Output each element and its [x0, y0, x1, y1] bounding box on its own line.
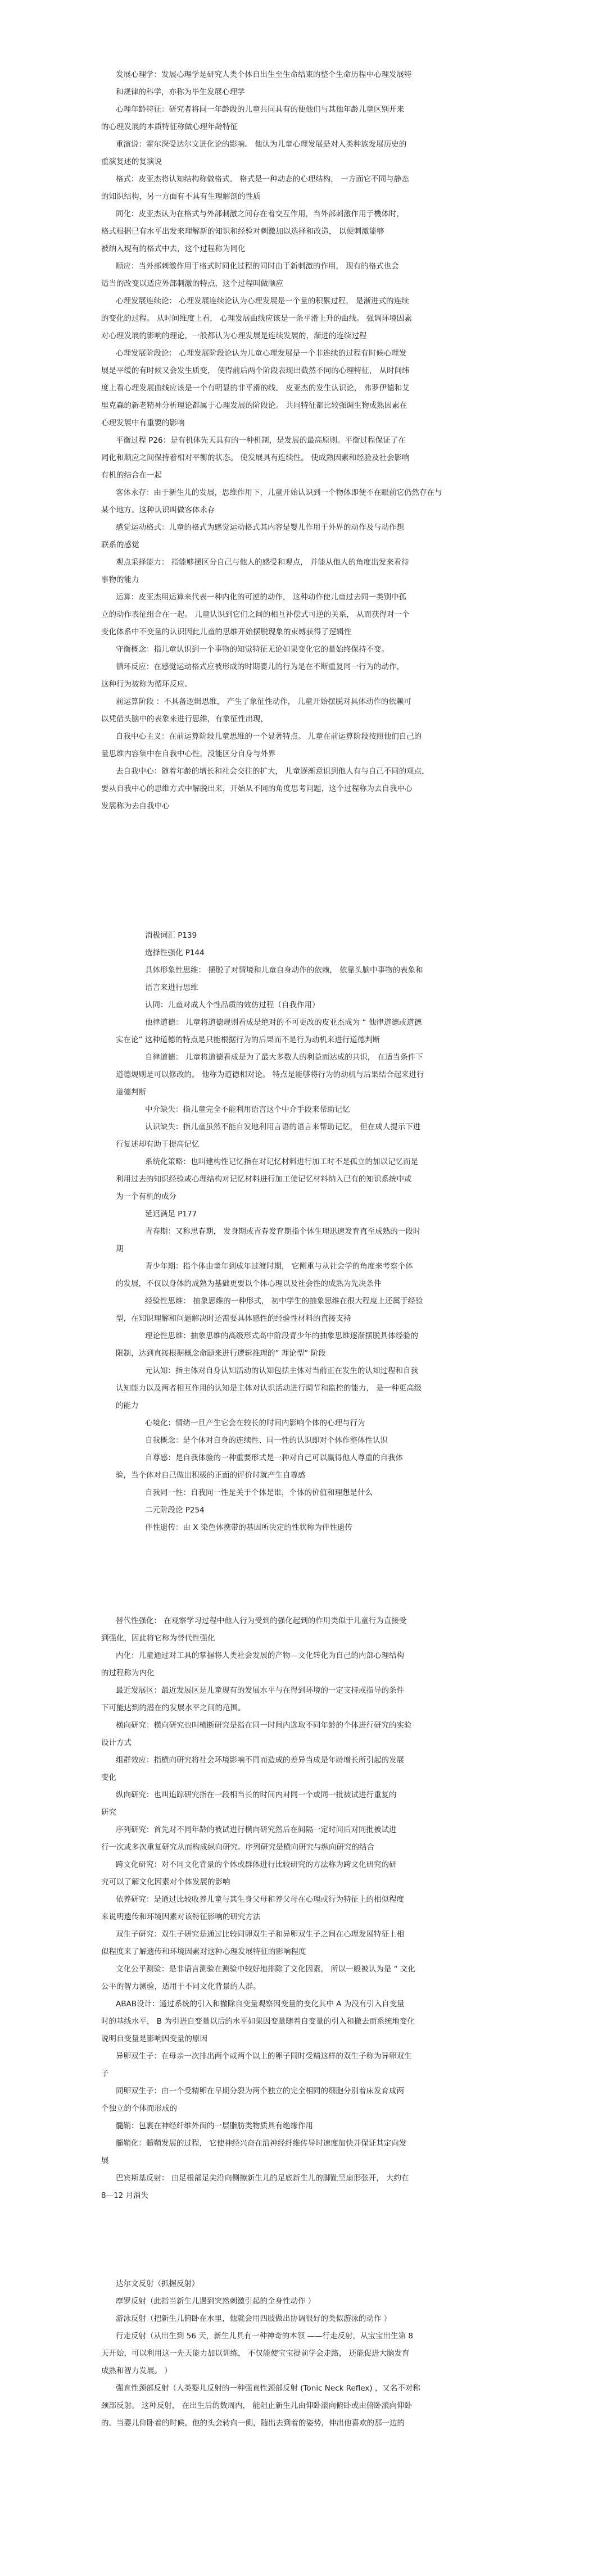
text-line: 语言来进行思维 — [145, 983, 198, 992]
text-line: 顺应：当外部刺激作用于格式时同化过程的同时由于新刺激的作用， 现有的格式也会 — [116, 262, 399, 271]
text-line: 客体永存：由于新生儿的发展，思维作用下，儿童开始认识到一个物体即便不在眼前它仍然存在与 — [116, 488, 442, 497]
text-line: 这种行为被称为循环反应。 — [101, 680, 192, 689]
text-line: 最近发展区：最近发展区是儿童现有的发展水平与在得到环境的一定支持或指导的条件 — [116, 1686, 404, 1695]
text-line: 适当的改变以适应外部刺激的特点，这个过程叫做顺应 — [101, 279, 283, 288]
text-line: 发展心理学：发展心理学是研究人类个体自出生至生命结束的整个生命历程中心理发展特 — [116, 70, 412, 79]
text-line: 达尔文反射（抓握反射） — [116, 2279, 200, 2288]
text-line: 自我中心主义：在前运算阶段儿童思维的一个显著特点。 儿童在前运算阶段按照他们自己的 — [116, 732, 422, 741]
document-section-2 — [101, 927, 528, 1537]
text-line: 行一次或多次重复研究从而构成纵向研究。序列研究是横向研究与纵向研究的结合 — [101, 1843, 374, 1852]
text-line: 心理年龄特征：研究者将同一年龄段的儿童共同具有的便他们与其他年龄儿童区别开来 — [116, 105, 404, 114]
text-line: 异卵双生子：在母亲一次排出两个或两个以上的卵子同时受精这样的双生子称为异卵双生 — [116, 2052, 412, 2061]
text-line: 心理发展连续论： 心理发展连续论认为心理发展是一个量的积累过程， 是渐进式的连续 — [116, 297, 409, 306]
text-line: 格式根据已有水平出发来理解新的知识和经验对刺激加以选择和改造， 以便刺激能够 — [101, 227, 384, 236]
text-line: 子 — [101, 2069, 109, 2078]
text-line: 青少年期：指个体由童年到成年过渡时期， 它侧重与从社会学的角度来考察个体 — [145, 1262, 413, 1271]
text-line: 成熟和智力发展。 ） — [101, 2366, 172, 2375]
document-section-1 — [101, 66, 528, 815]
text-line: 下可能达到的潜在的发展水平之间的范围。 — [101, 1703, 246, 1712]
text-line: 同化和顺应之间保持着相对平衡的状态。 使发展具有连续性。 使成熟因素和经验及社会影响 — [101, 453, 410, 462]
text-line: 观点采择能力： 指能够摆区分自己与他人的感受和观点， 并能从他人的角度出发来看待 — [116, 558, 409, 567]
text-line: 道德规则是可以修改的。 他称为道德相对论。 特点是能够将行为的动机与后果结合起来进行 — [116, 1070, 424, 1079]
text-line: 强直性颈部反射（人类婴儿反射的一种强直性颈部反射 (Tonic Neck Reflex) ，又名不对称 — [116, 2384, 420, 2393]
text-line: 去自我中心：随着年龄的增长和社会交往的扩大， 儿童逐渐意识到他人有与自己不同的观点， — [116, 767, 429, 776]
text-line: 要从自我中心的思维方式中解脱出来，开始从不同的角度思考问题，这个过程称为去自我中心 — [101, 784, 413, 793]
document-section-3 — [101, 1612, 528, 2205]
text-line: 对心理发展的影响的理论，一般都认为心理发展是连续发展的，渐进的连续过程 — [101, 331, 367, 340]
text-line: 道德判断 — [116, 1088, 146, 1097]
text-line: 他律道德： 儿童将道德规则看成是绝对的不可更改的皮亚杰成为 “ 他律道德或道德 — [145, 1018, 422, 1027]
text-line: 自我同一性：自我同一性是关于个体是谁，个体的价值和理想是什么 — [145, 1488, 373, 1497]
text-line: 重演说：霍尔深受达尔文进化论的影响。 他认为儿童心理发展是对人类种族发展历史的 — [116, 140, 407, 149]
text-line: 颈部反射。 这种反射， 在出生后的数周内， 能阻止新生儿由仰卧滚向俯卧或由俯卧滚向仰卧 — [101, 2401, 412, 2410]
text-line: 研究 — [101, 1808, 116, 1817]
text-line: 序列研究：首先对不同年龄的被试进行横向研究然后在间隔一定时间后对同批被试进 — [116, 1825, 397, 1834]
text-line: 和规律的科学，亦称为毕生发展心理学 — [116, 88, 245, 97]
text-line: 事物的能力 — [101, 575, 139, 584]
text-line: 时的基线水平， B 为引进自变量以后的水平如果因变量随着自变量的引入和撤去而系统地变化 — [101, 2017, 415, 2026]
text-line: 巴宾斯基反射： 由足根部足尖沿向侧擦新生儿的足底新生儿的脚趾呈扇形张开， 大约在 — [116, 2174, 409, 2183]
text-line: 消极词汇 P139 — [145, 931, 197, 940]
text-line: 度上看心理发展曲线应该是一个有明显的非平滑的线。 皮亚杰的发生认识论， 弗罗伊德和艾 — [101, 384, 410, 393]
text-line: 文化公平测验：是非语言测验在测验中较好地排除了文化因素， 所以一般被认为是 “ 文化 — [116, 1965, 415, 1974]
text-line: 心理发展阶段论： 心理发展阶段论认为儿童心理发展是一个非连续的过程有时候心理发 — [116, 349, 407, 358]
text-line: 元认知：指主体对自身认知活动的认知包括主体对当前正在发生的认知过程和自我 — [145, 1366, 418, 1375]
text-line: 守衡概念：指儿童认识到一个事物的知觉特征无论如果变化它的量始终保持不变。 — [116, 645, 389, 654]
text-line: 限制，达到直接根据概念命题来进行逻辑推理的” 理论型” 阶段 — [116, 1349, 326, 1358]
text-line: 理论性思维：抽象思维的高级形式高中阶段青少年的抽象思维逐渐摆脱具体经验的 — [145, 1332, 418, 1341]
text-line: 自尊感：是自我体验的一种重要形式是一种对自己可以赢得他人尊重的自我体 — [145, 1453, 403, 1462]
text-line: 延迟满足 P177 — [145, 1210, 197, 1219]
text-line: 髓鞘化：髓鞘发展的过程， 它使神经兴奋在沿神经纤维传导时速度加快并保证其定向发 — [116, 2139, 407, 2148]
text-line: 立的动作表征组合在一起。 儿童认识到它们之间的相互补偿式可逆的关系， 从而获得对一个 — [101, 610, 410, 619]
text-line: 究可以了解文化因素对个体发展的影响 — [101, 1878, 230, 1887]
text-line: 同化：皮亚杰认为在格式与外部刺激之间存在着交互作用，当外部刺激作用于機体时， — [116, 210, 404, 219]
text-line: 展是平缓的有时候又会发生质变， 使得前后两个阶段表现出截然不同的心理特征， 从时间纬 — [101, 366, 410, 375]
text-line: 伴性遗传：由 X 染色体携带的基因所决定的性状称为伴性遗传 — [145, 1523, 352, 1532]
text-line: 以凭借头脑中的表象来进行思维，有象征性出现， — [101, 715, 268, 724]
text-line: 髓鞘：包裹在神经纤维外面的一层脂肪类物质具有绝缘作用 — [116, 2121, 313, 2130]
text-line: 的发展，不仅以身体的成熟为基础更要以个体心理以及社会性的成熟为先决条件 — [116, 1279, 382, 1288]
text-line: 双生子研究：双生子研究是通过比较同卵双生子和异卵双生子之间在心理发展特征上相 — [116, 1930, 404, 1939]
text-line: 认知能力以及两者相互作用的认知是主体对认识活动进行调节和监控的能力， 是一种更高级 — [116, 1384, 422, 1393]
text-line: 里克森的新老精神分析理论都属于心理发展的阶段论。 共同特征都比较强调生物成熟因素在 — [101, 401, 407, 410]
text-line: 自我概念：是个体对自身的连续性、同一性的认识即对个体作整体性认识 — [145, 1436, 388, 1445]
text-line: 的过程称为内化 — [101, 1669, 155, 1678]
text-line: 说明自变量是影响因变量的原因 — [101, 2034, 207, 2043]
text-line: 同卵双生子：由一个受精卵在早期分裂为两个独立的完全相同的细胞分别着床发育成两 — [116, 2087, 404, 2096]
text-line: 具体形象性思维： 摆脱了对情境和儿童自身动作的依赖， 依靠头脑中事物的表象和 — [145, 966, 423, 975]
text-line: 自律道德： 儿童将道德看成是为了最大多数人的利益而达成的共识， 在适当条件下 — [145, 1053, 423, 1062]
text-line: 行复述却有助于提高记忆 — [116, 1140, 200, 1149]
text-line: 心理发展中有重要的影响 — [101, 419, 185, 428]
text-line: 依养研究：是通过比较收养儿童与其生身父母和养父母在心理或行为特征上的相似程度 — [116, 1895, 404, 1904]
text-line: 重演复述的复演说 — [101, 157, 162, 166]
text-line: 量思维内容集中在自我中心性，没能区分自身与外界 — [101, 749, 276, 758]
text-line: 设计方式 — [101, 1738, 132, 1747]
text-line: 的心理发展的本质特征称做心理年龄特征 — [101, 122, 238, 131]
text-line: 为一个有机的成分 — [116, 1192, 176, 1201]
text-line: 联系的感觉 — [101, 540, 139, 549]
text-line: 平衡过程 P26：是有机体先天具有的一种机制，是发展的最高原则。平衡过程保证了在 — [116, 436, 406, 445]
text-line: 青春期：又称思春期， 发身期或青春发育期指个体生理迅速发育直至成熟的一段时 — [145, 1227, 421, 1236]
text-line: 公平的智力测验，适用于不同文化背景的人群。 — [101, 1982, 261, 1991]
text-line: 个独立的个体而形成的 — [101, 2104, 177, 2113]
text-line: 的。当婴儿仰卧着的时候，他的头会转向一侧，随出去到着的姿势，伸出他喜欢的那一边的 — [101, 2419, 405, 2428]
text-line: 认识缺失：指儿童虽然不能自发地利用言语的语言来帮助记忆， 但在成人提示下进 — [145, 1123, 421, 1132]
text-line: 内化：儿童通过对工具的掌握将人类社会发展的产物—文化转化为自己的内部心理结构 — [116, 1651, 404, 1660]
text-line: 天开始，可以利用这一先天能力加以训练， 不仅能使宝宝提前学会走路， 还能促进大脑发育 — [101, 2349, 410, 2358]
text-line: 期 — [116, 1244, 124, 1253]
text-line: 实在论” 这种道德的特点是只能根据行为的后果而不是行为动机来进行道德判断 — [116, 1035, 380, 1044]
text-line: 到强化，因此将它称为替代性强化 — [101, 1634, 215, 1643]
text-line: 有机的结合在一起 — [101, 471, 162, 480]
text-line: ABAB设计：通过系统的引入和撤除自变量观察因变量的变化其中 A 为没有引入自变量 — [116, 2000, 405, 2009]
text-line: 前运算阶段 ：不具备逻辑思维， 产生了象征性动作， 儿童开始摆脱对具体动作的依赖可 — [116, 697, 411, 706]
text-line: 选择性强化 P144 — [145, 948, 205, 957]
text-line: 感觉运动格式：儿童的格式为感觉运动格式其内容是婴儿作用于外界的动作及与动作想 — [116, 523, 404, 532]
text-line: 型，在知识理解和问题解决时还需要具体感性的经验性材料的直接支持 — [116, 1314, 351, 1323]
text-line: 经验性思维： 抽象思维的一种形式， 初中学生的抽象思维在很大程度上还属于经验 — [145, 1297, 423, 1306]
text-line: 被纳入现有的格式中去，这个过程称为同化 — [101, 244, 246, 253]
text-line: 二元阶段论 P254 — [145, 1506, 205, 1515]
text-line: 系统化策略：也叫建构性记忆指在对记忆材料进行加工时不是孤立的加以记忆而是 — [145, 1157, 418, 1166]
document-section-4 — [101, 2275, 528, 2432]
text-line: 纵向研究：也叫追踪研究指在一段相当长的时间内对同一个或同一批被试进行重复的 — [116, 1791, 397, 1800]
text-line: 认同：儿童对成人个性品质的效仿过程（自我作用） — [145, 1001, 320, 1010]
text-line: 摩罗反射（此指当新生儿遇到突然刺激引起的全身性动作 ） — [116, 2297, 316, 2306]
text-line: 变化 — [101, 1773, 116, 1782]
text-line: 运算：皮亚杰用运算来代表一种内化的可逆的动作， 这种动作使儿童过去同一类别中孤 — [116, 593, 407, 602]
text-line: 来说明遗传和环境因素对该特征影响的研究方法 — [101, 1912, 261, 1921]
text-line: 某个地方。这种认识叫做客体永存 — [101, 506, 215, 515]
text-line: 格式：皮亚杰将认知结构称做格式。 格式是一种动态的心理结构， 一方面它不同与静态 — [116, 175, 409, 184]
text-line: 8—12 月消失 — [101, 2191, 149, 2200]
text-line: 验，当个体对自己做出积极的正面的评价时就产生自尊感 — [116, 1471, 306, 1480]
text-line: 组群效应：指横向研究将社会环境影响不同而造成的差异当成是年龄增长所引起的发展 — [116, 1756, 404, 1765]
text-line: 的知识结构，另一方面有不具有生理解剖的性质 — [101, 192, 261, 201]
text-line: 似程度来了解遗传和环境因素对这种心理发展特征的影响程度 — [101, 1947, 306, 1956]
text-line: 心境化：情绪一旦产生它会在较长的时间内影响个体的心理与行为 — [145, 1419, 365, 1428]
text-line: 横向研究：横向研究也叫横断研究是指在同一时间内选取不同年龄的个体进行研究的实验 — [116, 1721, 412, 1730]
text-line: 的变化的过程。 从时间维度上看， 心理发展曲线应该是一条平滑上升的曲线。 强调环境因素 — [101, 314, 412, 323]
text-line: 替代性强化： 在观察学习过程中他人行为受到的强化起到的作用类似于儿童行为直接受 — [116, 1616, 407, 1625]
text-line: 利用过去的知识经验或心理结构对记忆材料进行加工使记忆材料纳入已有的知识系统中或 — [116, 1175, 412, 1184]
text-line: 行走反射（从出生到 56 天，新生儿具有一种神奇的本领 ——行走反射，从宝宝出生第 8 — [116, 2332, 413, 2341]
text-line: 循环反应：在感觉运动格式应被形成的时期婴儿的行为是在不断重复同一行为的动作， — [116, 662, 404, 671]
text-line: 展 — [101, 2156, 109, 2165]
text-line: 跨文化研究：对不同文化背景的个体或群体进行比较研究的方法称为跨文化研究的研 — [116, 1860, 397, 1869]
text-line: 的能力 — [116, 1401, 139, 1410]
text-line: 游泳反射（把新生儿俯卧在水里，他就会用四肢做出协调很好的类似游泳的动作 ） — [116, 2314, 392, 2323]
text-line: 变化体系中不变量的认识因此儿童的思维开始摆脱现象的束缚获得了逻辑性 — [101, 628, 352, 637]
text-line: 中介缺失：指儿童完全不能利用语言这个中介手段来帮助记忆 — [145, 1105, 350, 1114]
text-line: 发展称为去自我中心 — [101, 802, 170, 811]
